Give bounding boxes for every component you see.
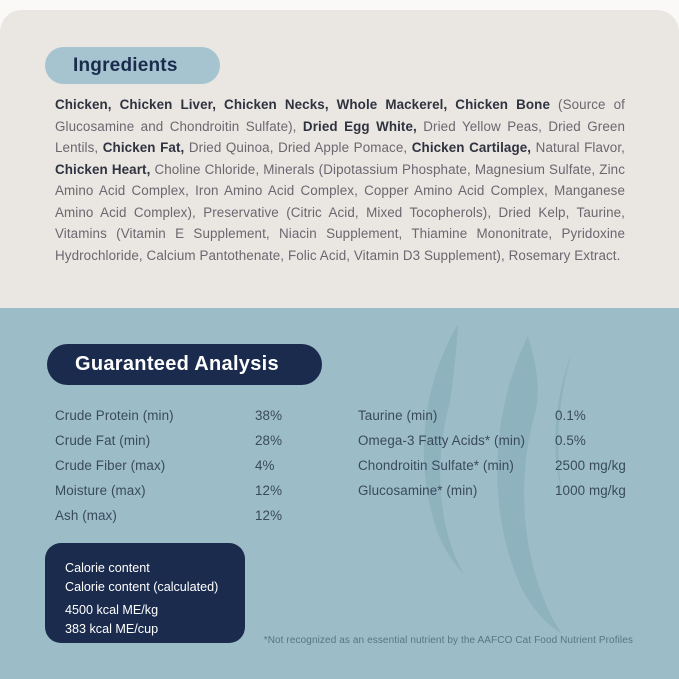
nutrient-value: 38% — [255, 408, 283, 423]
analysis-row — [55, 428, 350, 453]
nutrient-value: 12% — [255, 483, 283, 498]
calorie-title-line: Calorie content — [65, 561, 150, 575]
calorie-value-line: 383 kcal ME/cup — [65, 621, 159, 636]
guaranteed-analysis-badge — [47, 344, 322, 385]
nutrient-label: Crude Fat (min) — [55, 433, 151, 448]
analysis-row — [55, 453, 350, 478]
analysis-table-left — [55, 403, 350, 528]
analysis-row — [358, 428, 638, 453]
analysis-row — [358, 403, 638, 428]
nutrient-label: Glucosamine* (min) — [358, 483, 478, 498]
guaranteed-analysis-title: Guaranteed Analysis — [75, 353, 279, 375]
nutrient-value: 4% — [255, 458, 275, 473]
analysis-row — [55, 478, 350, 503]
nutrient-value: 1000 mg/kg — [555, 483, 626, 498]
nutrient-value: 2500 mg/kg — [555, 458, 626, 473]
nutrient-label: Omega-3 Fatty Acids* (min) — [358, 433, 526, 448]
analysis-row — [55, 403, 350, 428]
guaranteed-analysis-section — [0, 308, 679, 679]
nutrient-label: Ash (max) — [55, 508, 117, 523]
nutrient-value: 0.5% — [555, 433, 586, 448]
calorie-content-box — [45, 543, 245, 643]
nutrient-label: Crude Protein (min) — [55, 408, 174, 423]
nutrient-label: Taurine (min) — [358, 408, 438, 423]
ingredients-title: Ingredients — [73, 54, 178, 76]
analysis-table-right — [358, 403, 638, 503]
aafco-footnote: *Not recognized as an essential nutrient by the AAFCO Cat Food Nutrient Profiles — [263, 635, 633, 646]
nutrient-value: 12% — [255, 508, 283, 523]
nutrient-label: Chondroitin Sulfate* (min) — [358, 458, 514, 473]
ingredients-section — [0, 10, 679, 308]
ingredients-badge — [45, 47, 220, 84]
nutrient-value: 0.1% — [555, 408, 586, 423]
calorie-title-line: Calorie content (calculated) — [65, 579, 219, 594]
analysis-row — [55, 503, 350, 528]
analysis-row — [358, 453, 638, 478]
nutrient-label: Moisture (max) — [55, 483, 146, 498]
calorie-value-line: 4500 kcal ME/kg — [65, 603, 159, 617]
nutrient-label: Crude Fiber (max) — [55, 458, 166, 473]
analysis-row — [358, 478, 638, 503]
ingredients-paragraph: Chicken, Chicken Liver, Chicken Necks, Whole Mackerel, Chicken Bone (Source of Glucosamine and Chondroitin Sulfate), Dried Egg White, Dried Yellow Peas, Dried Green Lentils, Chicken Fat, Dried Quinoa, Dried Apple Pomace, Chicken Cartilage, Natural Flavor, Chicken Heart, Choline Chloride, Minerals (Dipotassium Phosphate, Magnesium Sulfate, Zinc Amino Acid Complex, Iron Amino Acid Complex, Copper Amino Acid Complex, Manganese Amino Acid Complex), Preservative (Citric Acid, Mixed Tocopherols), Dried Kelp, Taurine, Vitamins (Vitamin E Supplement, Niacin Supplement, Thiamine Mononitrate, Pyridoxine Hydrochloride, Calcium Pantothenate, Folic Acid, Vitamin D3 Supplement), Rosemary Extract. — [55, 97, 626, 263]
nutrient-value: 28% — [255, 433, 283, 448]
